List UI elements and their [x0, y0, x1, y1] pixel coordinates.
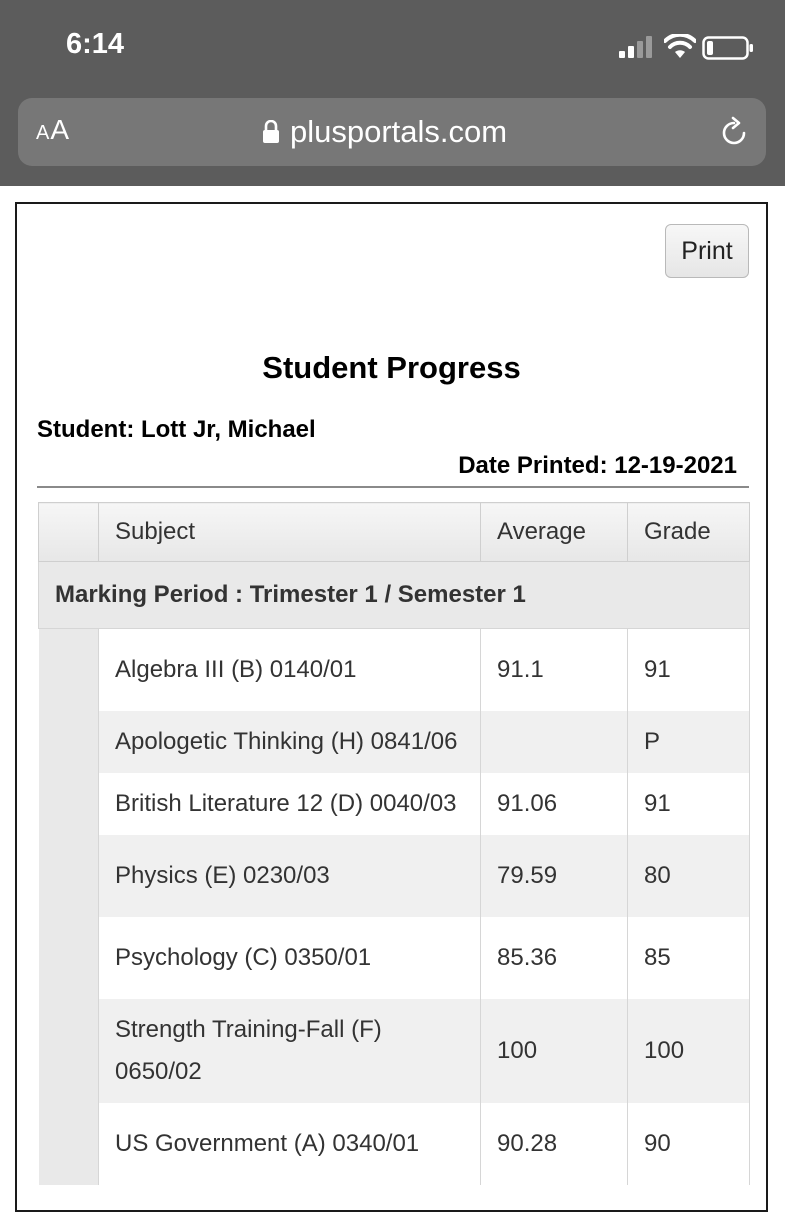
grade-cell: 91	[628, 629, 750, 712]
indent-cell	[39, 835, 99, 917]
header-grade[interactable]: Grade	[628, 503, 750, 562]
table-row	[39, 629, 750, 712]
cellular-signal-icon	[619, 36, 657, 58]
student-name: Student: Lott Jr, Michael	[37, 416, 316, 443]
indent-cell	[39, 917, 99, 999]
marking-period-row	[39, 562, 750, 629]
grades-table	[38, 502, 750, 1185]
table-header-row	[39, 503, 750, 562]
average-cell: 91.1	[481, 629, 628, 712]
average-cell: 90.28	[481, 1103, 628, 1185]
marking-period-label: Marking Period : Trimester 1 / Semester 1	[39, 562, 750, 629]
browser-chrome	[0, 0, 785, 186]
table-row	[39, 999, 750, 1103]
subject-cell: Algebra III (B) 0140/01	[99, 629, 481, 712]
date-printed: Date Printed: 12-19-2021	[458, 452, 737, 479]
grade-cell: 90	[628, 1103, 750, 1185]
grade-cell: P	[628, 711, 750, 773]
table-row	[39, 917, 750, 999]
header-blank-cell	[39, 503, 99, 562]
average-cell	[481, 711, 628, 773]
text-size-button[interactable]	[36, 114, 70, 146]
subject-cell: Physics (E) 0230/03	[99, 835, 481, 917]
reload-icon[interactable]	[718, 116, 750, 148]
text-size-small-a: A	[36, 122, 51, 144]
table-row	[39, 835, 750, 917]
battery-icon	[702, 36, 754, 60]
subject-cell: Strength Training-Fall (F) 0650/02	[99, 999, 481, 1103]
print-button[interactable]: Print	[665, 224, 749, 278]
indent-cell	[39, 1103, 99, 1185]
report-frame	[15, 202, 768, 1212]
header-subject[interactable]: Subject	[99, 503, 481, 562]
page-title: Student Progress	[262, 350, 521, 385]
average-cell: 79.59	[481, 835, 628, 917]
subject-cell: Psychology (C) 0350/01	[99, 917, 481, 999]
wifi-icon	[664, 34, 696, 60]
grade-cell: 80	[628, 835, 750, 917]
grade-cell: 91	[628, 773, 750, 835]
address-bar[interactable]	[18, 98, 766, 166]
text-size-large-a: A	[50, 114, 71, 145]
url-text: plusportals.com	[290, 114, 508, 149]
indent-cell	[39, 999, 99, 1103]
table-row	[39, 711, 750, 773]
lock-icon	[262, 120, 280, 144]
average-cell: 100	[481, 999, 628, 1103]
url-display[interactable]	[262, 112, 507, 152]
subject-cell: Apologetic Thinking (H) 0841/06	[99, 711, 481, 773]
header-average[interactable]: Average	[481, 503, 628, 562]
indent-cell	[39, 711, 99, 773]
average-cell: 91.06	[481, 773, 628, 835]
table-row	[39, 1103, 750, 1185]
indent-cell	[39, 629, 99, 712]
average-cell: 85.36	[481, 917, 628, 999]
grade-cell: 100	[628, 999, 750, 1103]
indent-cell	[39, 773, 99, 835]
subject-cell: British Literature 12 (D) 0040/03	[99, 773, 481, 835]
divider	[37, 486, 749, 488]
table-row	[39, 773, 750, 835]
subject-cell: US Government (A) 0340/01	[99, 1103, 481, 1185]
grade-cell: 85	[628, 917, 750, 999]
status-time: 6:14	[66, 28, 125, 60]
